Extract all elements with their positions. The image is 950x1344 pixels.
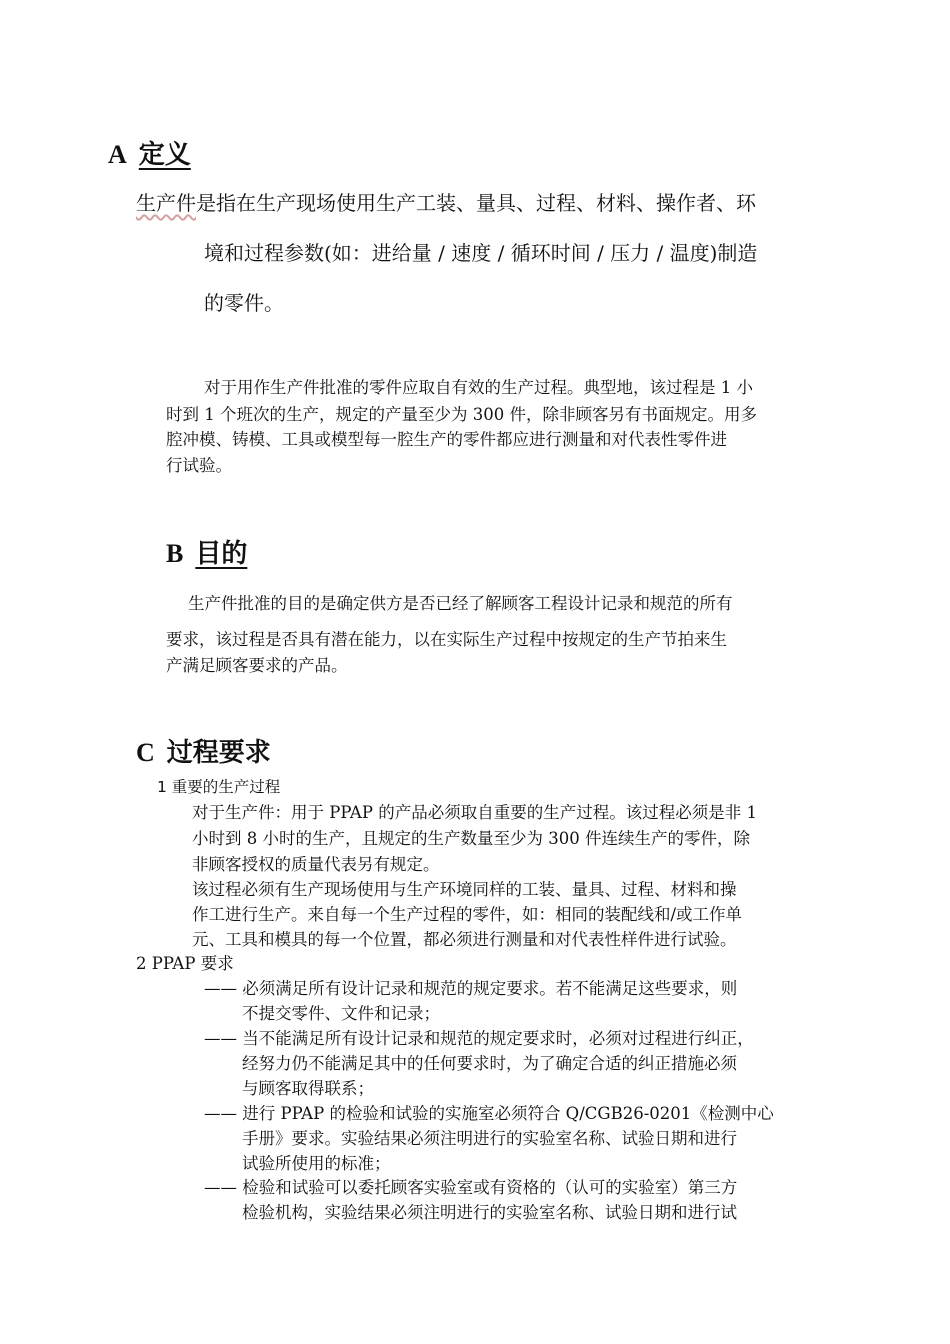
- section-b-heading: [166, 533, 247, 570]
- subsection-1-line: 作工进行生产。来自每一个生产过程的零件，如：相同的装配线和/或工作单: [192, 905, 743, 924]
- section-a-title: 定义: [138, 140, 191, 170]
- requirement-bullet-line: 手册》要求。实验结果必须注明进行的实验室名称、试验日期和进行: [242, 1129, 737, 1148]
- section-c-label: C: [136, 738, 155, 767]
- subsection-1-line: 非顾客授权的质量代表另有规定。: [192, 855, 440, 874]
- section-a-paragraph-line: 腔冲模、铸模、工具或模型每一腔生产的零件都应进行测量和对代表性零件进: [166, 430, 727, 449]
- subsection-1-line: 该过程必须有生产现场使用与生产环境同样的工装、量具、过程、材料和操: [192, 880, 737, 899]
- section-a-label: A: [108, 140, 127, 169]
- section-c-heading: [136, 732, 271, 769]
- subsection-2-title: 2 PPAP 要求: [136, 954, 234, 973]
- requirement-bullet-line: —— 进行 PPAP 的检验和试验的实施室必须符合 Q/CGB26-0201《检测中心: [204, 1104, 774, 1123]
- subsection-1-line: 对于生产件：用于 PPAP 的产品必须取自重要的生产过程。该过程必须是非 1: [192, 803, 757, 822]
- section-c-title: 过程要求: [166, 738, 271, 768]
- section-b-paragraph-line: 产满足顾客要求的产品。: [166, 656, 348, 675]
- requirement-bullet-line: 经努力仍不能满足其中的任何要求时，为了确定合适的纠正措施必须: [242, 1054, 737, 1073]
- requirement-bullet-line: —— 当不能满足所有设计记录和规范的规定要求时，必须对过程进行纠正，: [204, 1029, 754, 1048]
- definition-text: 是指在生产现场使用生产工装、量具、过程、材料、操作者、环: [196, 191, 756, 215]
- definition-line-2: 境和过程参数(如：进给量 / 速度 / 循环时间 / 压力 / 温度)制造: [204, 241, 758, 265]
- subsection-1-line: 小时到 8 小时的生产，且规定的生产数量至少为 300 件连续生产的零件，除: [192, 829, 750, 848]
- section-b-paragraph-line: 生产件批准的目的是确定供方是否已经了解顾客工程设计记录和规范的所有: [188, 594, 733, 613]
- section-b-paragraph-line: 要求，该过程是否具有潜在能力，以在实际生产过程中按规定的生产节拍来生: [166, 630, 727, 649]
- section-b-label: B: [166, 539, 184, 568]
- subsection-1-line: 元、工具和模具的每一个位置，都必须进行测量和对代表性样件进行试验。: [192, 930, 737, 949]
- section-a-paragraph-line: 时到 1 个班次的生产，规定的产量至少为 300 件，除非顾客另有书面规定。用多: [166, 405, 757, 424]
- section-b-title: 目的: [195, 539, 248, 569]
- definition-line-3: 的零件。: [204, 291, 284, 315]
- requirement-bullet-line: —— 检验和试验可以委托顾客实验室或有资格的（认可的实验室）第三方: [204, 1178, 738, 1197]
- requirement-bullet-line: 与顾客取得联系；: [242, 1079, 374, 1098]
- section-a-paragraph-line: 对于用作生产件批准的零件应取自有效的生产过程。典型地，该过程是 1 小: [204, 378, 753, 397]
- requirement-bullet-line: 检验机构，实验结果必须注明进行的实验室名称、试验日期和进行试: [242, 1203, 737, 1222]
- subsection-1-title: 1 重要的生产过程: [157, 778, 281, 796]
- definition-line-1: [136, 187, 756, 216]
- section-a-heading: [108, 134, 191, 171]
- section-a-paragraph-line: 行试验。: [166, 456, 232, 475]
- definition-term: 生产件: [136, 191, 196, 215]
- requirement-bullet-line: 试验所使用的标准；: [242, 1154, 391, 1173]
- requirement-bullet-line: 不提交零件、文件和记录；: [242, 1004, 440, 1023]
- requirement-bullet-line: —— 必须满足所有设计记录和规范的规定要求。若不能满足这些要求，则: [204, 979, 738, 998]
